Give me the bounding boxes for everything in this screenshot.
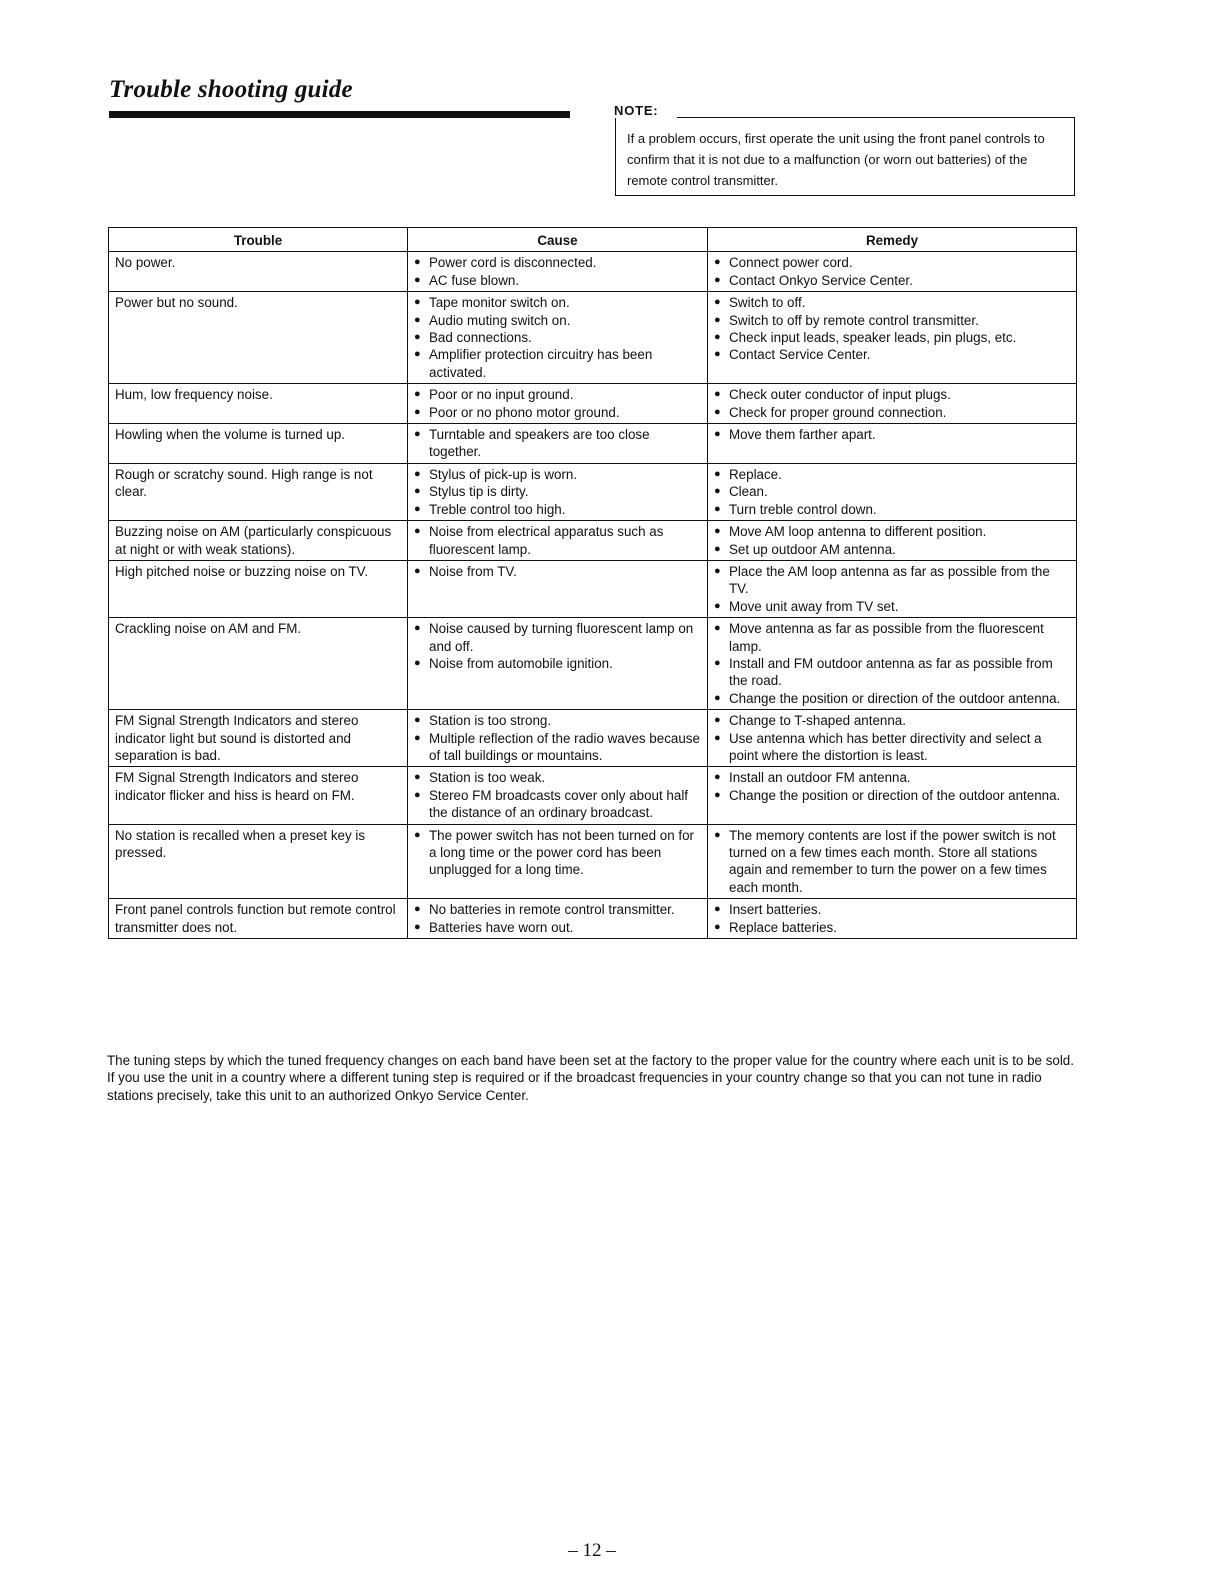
- remedy-list: [714, 563, 1072, 615]
- remedy-item: ● Set up outdoor AM antenna.: [714, 541, 1072, 558]
- trouble-cell: FM Signal Strength Indicators and stereo indicator flicker and hiss is heard on FM.: [109, 767, 408, 824]
- table-row: [109, 463, 1077, 520]
- cause-list: [414, 294, 703, 381]
- cause-list: [414, 901, 703, 936]
- cause-item: ● Poor or no phono motor ground.: [414, 404, 703, 421]
- remedy-list: [714, 523, 1072, 558]
- remedy-item: ● Contact Service Center.: [714, 346, 1072, 363]
- remedy-item: ● Switch to off.: [714, 294, 1072, 311]
- remedy-item: ● Replace batteries.: [714, 919, 1072, 936]
- table-row: [109, 767, 1077, 824]
- page-number: – 12 –: [568, 1540, 616, 1561]
- cause-cell: [408, 521, 708, 561]
- cause-cell: [408, 618, 708, 710]
- table-row: [109, 521, 1077, 561]
- remedy-list: [714, 769, 1072, 804]
- cause-item: ● Noise from TV.: [414, 563, 703, 580]
- cause-list: [414, 769, 703, 821]
- cause-item: ● Turntable and speakers are too close together.: [414, 426, 703, 461]
- cause-list: [414, 712, 703, 764]
- cause-cell: [408, 710, 708, 767]
- table-row: [109, 252, 1077, 292]
- cause-item: ● No batteries in remote control transmitter.: [414, 901, 703, 918]
- table-row: [109, 384, 1077, 424]
- cause-item: ● Noise caused by turning fluorescent lamp on and off.: [414, 620, 703, 655]
- cause-item: ● Noise from electrical apparatus such as fluorescent lamp.: [414, 523, 703, 558]
- table-row: [109, 292, 1077, 384]
- cause-item: ● AC fuse blown.: [414, 272, 703, 289]
- cause-item: ● Stylus of pick-up is worn.: [414, 466, 703, 483]
- remedy-item: ● Change to T-shaped antenna.: [714, 712, 1072, 729]
- cause-item: ● Audio muting switch on.: [414, 312, 703, 329]
- cause-list: [414, 563, 703, 580]
- cause-item: ● Treble control too high.: [414, 501, 703, 518]
- remedy-list: [714, 712, 1072, 764]
- table-row: [109, 899, 1077, 939]
- trouble-cell: Crackling noise on AM and FM.: [109, 618, 408, 710]
- table-row: [109, 824, 1077, 899]
- remedy-cell: [708, 618, 1077, 710]
- remedy-cell: [708, 767, 1077, 824]
- table-body: [109, 252, 1077, 939]
- cause-item: ● Multiple reflection of the radio waves because of tall buildings or mountains.: [414, 730, 703, 765]
- cause-item: ● Batteries have worn out.: [414, 919, 703, 936]
- remedy-list: [714, 386, 1072, 421]
- remedy-item: ● Check input leads, speaker leads, pin plugs, etc.: [714, 329, 1072, 346]
- trouble-cell: Hum, low frequency noise.: [109, 384, 408, 424]
- remedy-cell: [708, 521, 1077, 561]
- remedy-cell: [708, 384, 1077, 424]
- remedy-item: ● Install an outdoor FM antenna.: [714, 769, 1072, 786]
- cause-item: ● Power cord is disconnected.: [414, 254, 703, 271]
- cause-cell: [408, 767, 708, 824]
- remedy-list: [714, 254, 1072, 289]
- cause-cell: [408, 824, 708, 899]
- trouble-cell: FM Signal Strength Indicators and stereo indicator light but sound is distorted and separation is bad.: [109, 710, 408, 767]
- cause-item: ● Station is too strong.: [414, 712, 703, 729]
- remedy-item: ● Clean.: [714, 483, 1072, 500]
- trouble-cell: High pitched noise or buzzing noise on TV.: [109, 560, 408, 617]
- cause-cell: [408, 463, 708, 520]
- remedy-list: [714, 620, 1072, 707]
- remedy-list: [714, 901, 1072, 936]
- remedy-item: ● Use antenna which has better directivity and select a point where the distortion is least.: [714, 730, 1072, 765]
- cause-item: ● The power switch has not been turned on for a long time or the power cord has been unplugged for a long time.: [414, 827, 703, 879]
- trouble-cell: Buzzing noise on AM (particularly conspicuous at night or with weak stations).: [109, 521, 408, 561]
- cause-cell: [408, 292, 708, 384]
- trouble-cell: Rough or scratchy sound. High range is not clear.: [109, 463, 408, 520]
- cause-item: ● Stereo FM broadcasts cover only about half the distance of an ordinary broadcast.: [414, 787, 703, 822]
- title-underline-rule: [109, 111, 570, 118]
- cause-item: ● Amplifier protection circuitry has been activated.: [414, 346, 703, 381]
- cause-list: [414, 827, 703, 879]
- troubleshooting-table: [108, 227, 1077, 939]
- remedy-cell: [708, 824, 1077, 899]
- remedy-item: ● Move AM loop antenna to different position.: [714, 523, 1072, 540]
- cause-cell: [408, 384, 708, 424]
- column-header-remedy: Remedy: [708, 228, 1077, 252]
- trouble-cell: Howling when the volume is turned up.: [109, 424, 408, 464]
- cause-item: ● Poor or no input ground.: [414, 386, 703, 403]
- cause-cell: [408, 899, 708, 939]
- remedy-cell: [708, 292, 1077, 384]
- remedy-item: ● The memory contents are lost if the power switch is not turned on a few times each month. Store all stations again and remember to turn the power on a few times each month.: [714, 827, 1072, 897]
- remedy-cell: [708, 710, 1077, 767]
- cause-list: [414, 523, 703, 558]
- remedy-item: ● Turn treble control down.: [714, 501, 1072, 518]
- cause-cell: [408, 560, 708, 617]
- cause-list: [414, 466, 703, 518]
- remedy-item: ● Change the position or direction of the outdoor antenna.: [714, 690, 1072, 707]
- cause-list: [414, 254, 703, 289]
- remedy-item: ● Check for proper ground connection.: [714, 404, 1072, 421]
- cause-item: ● Stylus tip is dirty.: [414, 483, 703, 500]
- remedy-cell: [708, 560, 1077, 617]
- cause-item: ● Tape monitor switch on.: [414, 294, 703, 311]
- remedy-item: ● Move antenna as far as possible from the fluorescent lamp.: [714, 620, 1072, 655]
- remedy-item: ● Install and FM outdoor antenna as far as possible from the road.: [714, 655, 1072, 690]
- trouble-cell: No station is recalled when a preset key is pressed.: [109, 824, 408, 899]
- remedy-item: ● Replace.: [714, 466, 1072, 483]
- table-row: [109, 618, 1077, 710]
- remedy-cell: [708, 899, 1077, 939]
- table-row: [109, 424, 1077, 464]
- remedy-list: [714, 294, 1072, 364]
- page-title: Trouble shooting guide: [109, 76, 353, 103]
- remedy-item: ● Move them farther apart.: [714, 426, 1072, 443]
- cause-item: ● Noise from automobile ignition.: [414, 655, 703, 672]
- trouble-cell: No power.: [109, 252, 408, 292]
- trouble-cell: Power but no sound.: [109, 292, 408, 384]
- cause-list: [414, 620, 703, 672]
- cause-item: ● Station is too weak.: [414, 769, 703, 786]
- table-row: [109, 560, 1077, 617]
- cause-list: [414, 426, 703, 461]
- remedy-list: [714, 426, 1072, 443]
- remedy-cell: [708, 463, 1077, 520]
- remedy-item: ● Connect power cord.: [714, 254, 1072, 271]
- remedy-list: [714, 827, 1072, 897]
- column-header-trouble: Trouble: [109, 228, 408, 252]
- cause-cell: [408, 252, 708, 292]
- cause-cell: [408, 424, 708, 464]
- note-label: NOTE:: [614, 103, 659, 118]
- remedy-item: ● Insert batteries.: [714, 901, 1072, 918]
- table-row: [109, 710, 1077, 767]
- cause-item: ● Bad connections.: [414, 329, 703, 346]
- remedy-list: [714, 466, 1072, 518]
- remedy-item: ● Contact Onkyo Service Center.: [714, 272, 1072, 289]
- remedy-cell: [708, 424, 1077, 464]
- remedy-item: ● Check outer conductor of input plugs.: [714, 386, 1072, 403]
- remedy-item: ● Change the position or direction of the outdoor antenna.: [714, 787, 1072, 804]
- remedy-item: ● Place the AM loop antenna as far as possible from the TV.: [714, 563, 1072, 598]
- remedy-item: ● Switch to off by remote control transmitter.: [714, 312, 1072, 329]
- cause-list: [414, 386, 703, 421]
- column-header-cause: Cause: [408, 228, 708, 252]
- remedy-cell: [708, 252, 1077, 292]
- tuning-steps-note: The tuning steps by which the tuned frequency changes on each band have been set at the factory to the proper value for the country where each unit is to be sold. If you use the unit in a country where a different tuning step is required or if the broadcast frequencies in your country change so that you can not tune in radio stations precisely, take this unit to an authorized Onkyo Service Center.: [107, 1053, 1074, 1103]
- trouble-cell: Front panel controls function but remote control transmitter does not.: [109, 899, 408, 939]
- remedy-item: ● Move unit away from TV set.: [714, 598, 1072, 615]
- note-box: If a problem occurs, first operate the unit using the front panel controls to confirm that it is not due to a malfunction (or worn out batteries) of the remote control transmitter.: [615, 118, 1075, 196]
- table-header-row: [109, 228, 1077, 252]
